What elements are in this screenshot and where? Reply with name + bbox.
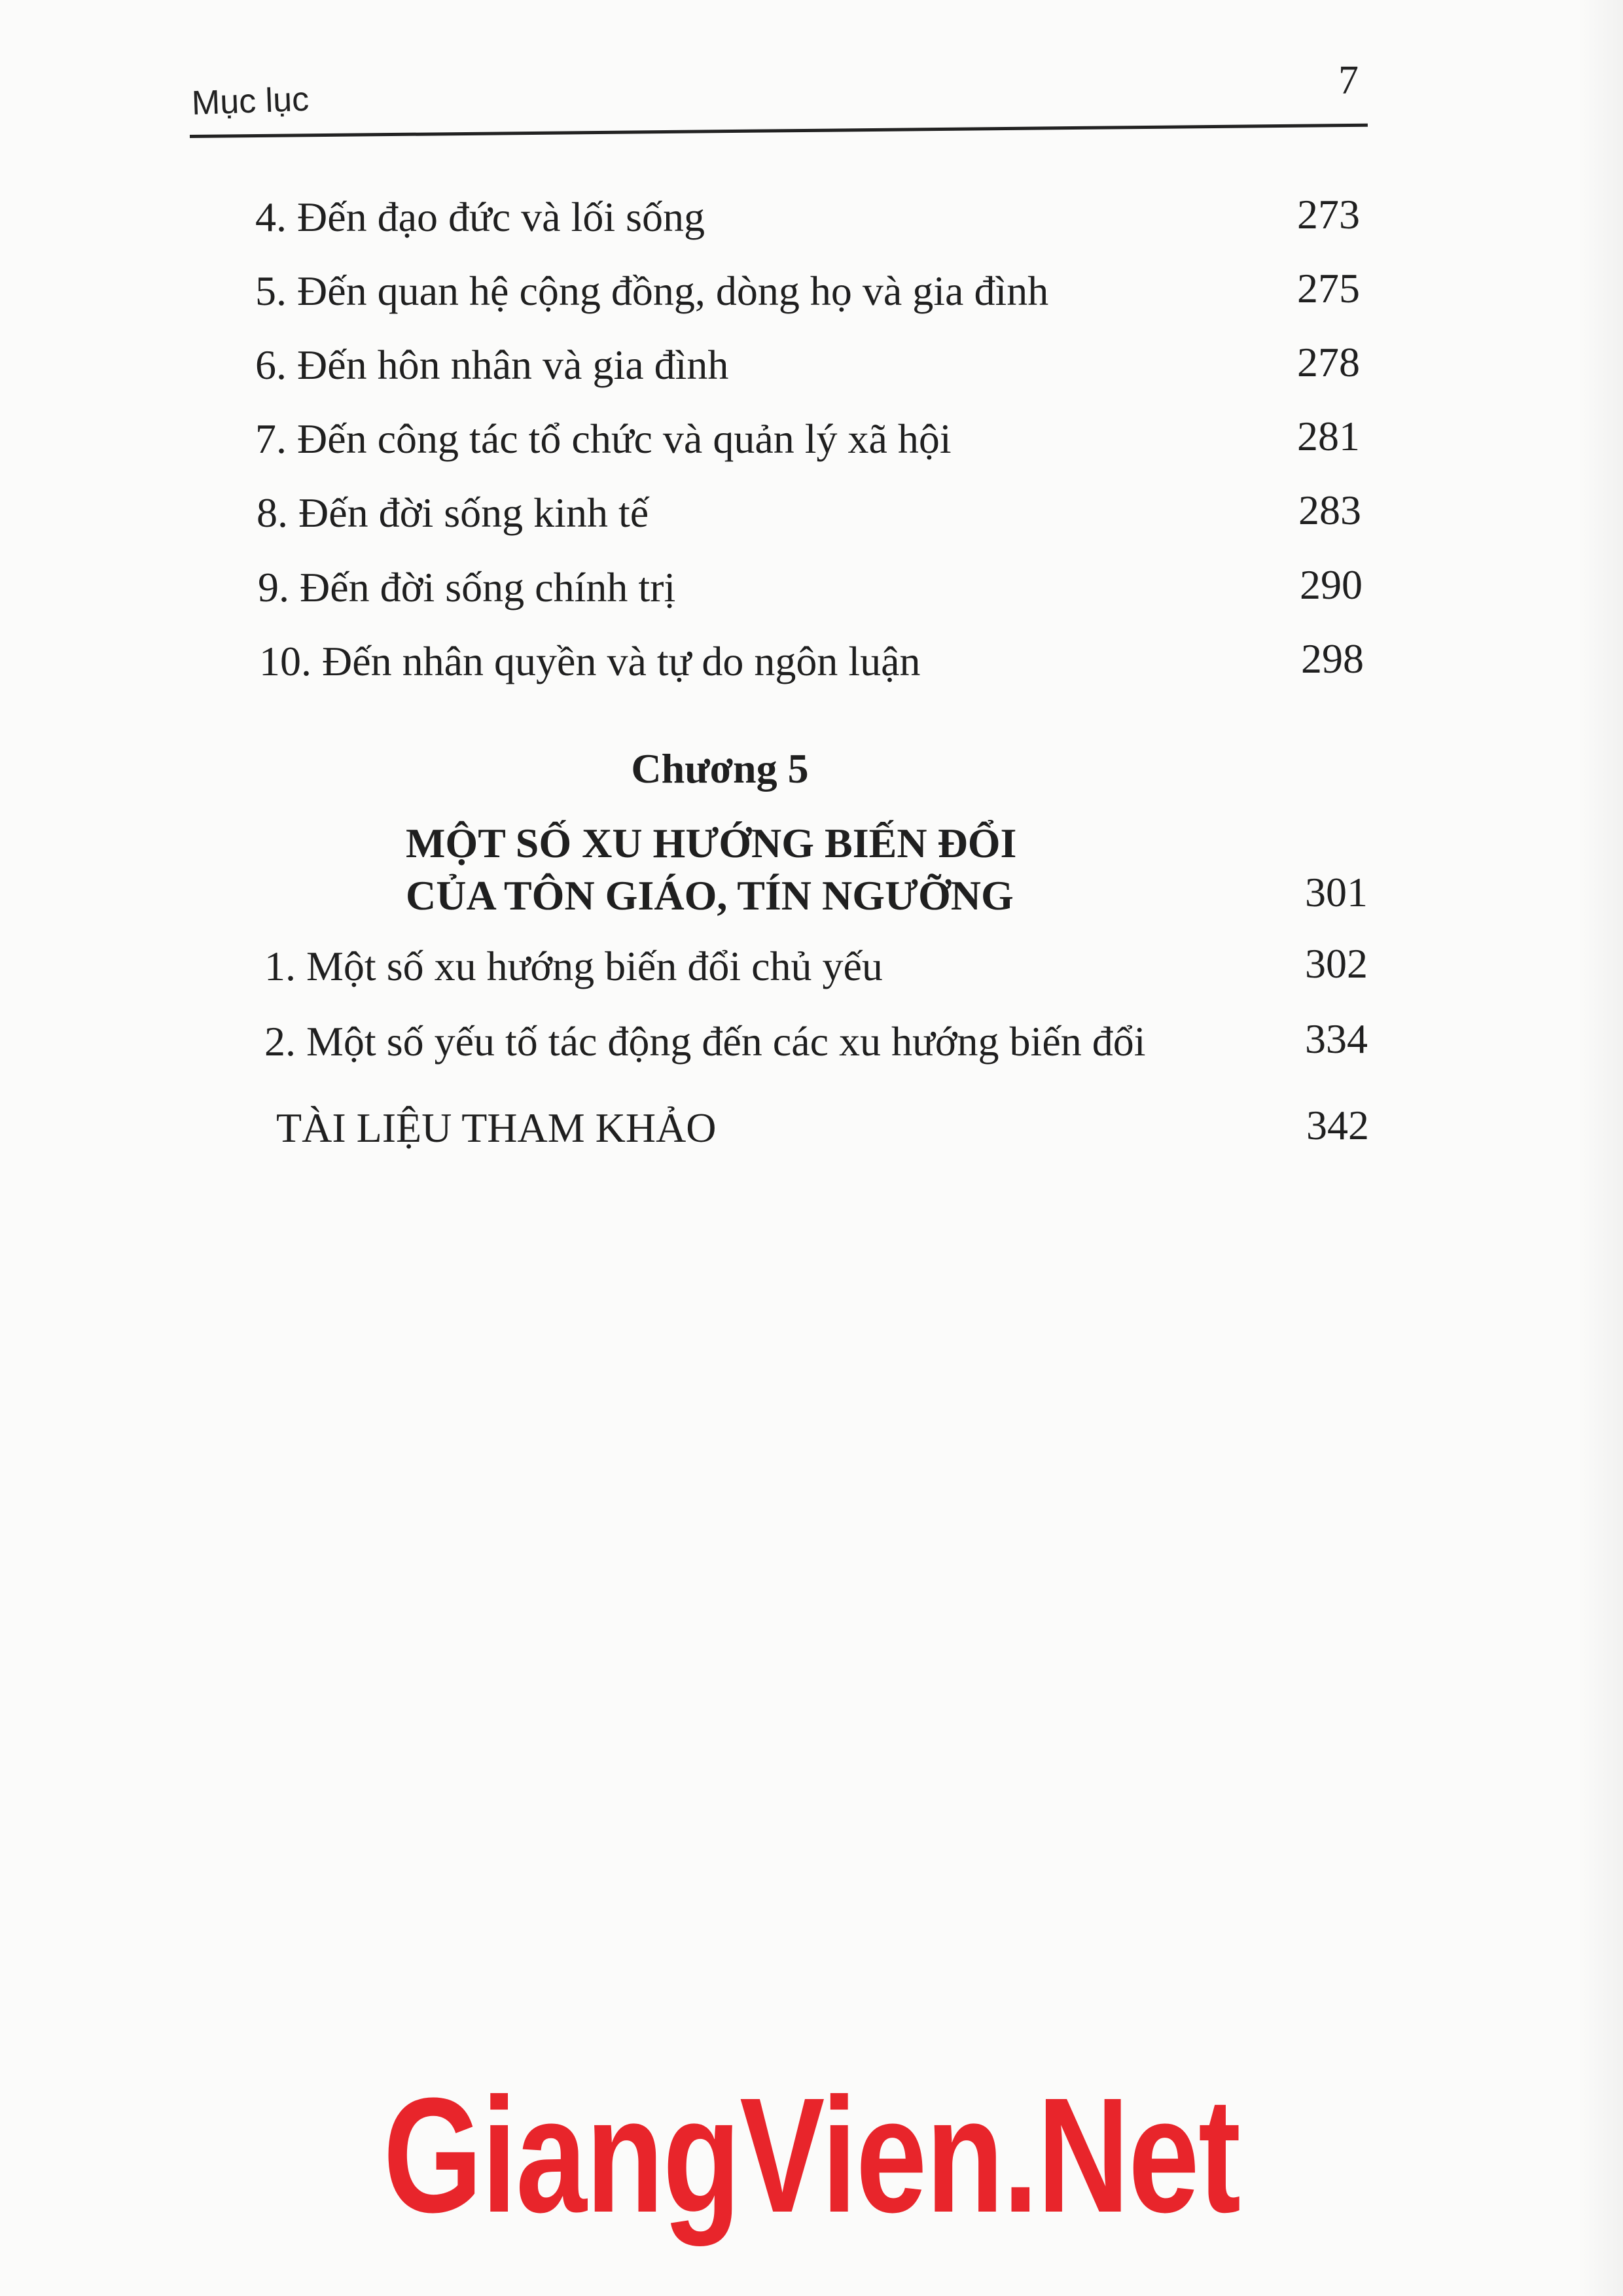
watermark-logo: GiangVien.Net xyxy=(383,2064,1240,2246)
toc-entry-label: 8. Đến đời sống kinh tế xyxy=(257,489,649,536)
toc-entry-page: 278 xyxy=(1297,339,1360,385)
toc-entry-page: 283 xyxy=(1298,487,1361,533)
header-rule xyxy=(190,124,1368,138)
toc-entry-label: 2. Một số yếu tố tác động đến các xu hướng biến đổi xyxy=(264,1018,1146,1065)
toc-entry-page: 298 xyxy=(1301,635,1364,682)
toc-entry-page: 273 xyxy=(1297,191,1360,238)
chapter-label: Chương 5 xyxy=(631,745,809,792)
toc-entry-page: 334 xyxy=(1305,1016,1368,1062)
toc-entry-label: 9. Đến đời sống chính trị xyxy=(258,564,676,610)
toc-entry-label: 5. Đến quan hệ cộng đồng, dòng họ và gia đình xyxy=(255,268,1049,314)
toc-entry-label: 4. Đến đạo đức và lối sống xyxy=(255,194,705,240)
chapter-title-line-1: MỘT SỐ XU HƯỚNG BIẾN ĐỔI xyxy=(406,820,1017,866)
toc-entry-label: 10. Đến nhân quyền và tự do ngôn luận xyxy=(259,638,921,684)
references-label: TÀI LIỆU THAM KHẢO xyxy=(276,1104,717,1151)
toc-entry-label: 6. Đến hôn nhân và gia đình xyxy=(255,342,729,388)
toc-entry-label: 1. Một số xu hướng biến đổi chủ yếu xyxy=(264,943,883,989)
toc-entry-label: 7. Đến công tác tổ chức và quản lý xã hội xyxy=(255,415,952,462)
toc-entry-page: 281 xyxy=(1297,413,1360,459)
chapter-page: 301 xyxy=(1305,869,1368,915)
toc-entry-page: 302 xyxy=(1305,940,1368,987)
toc-entry-page: 290 xyxy=(1300,561,1363,608)
page-edge-shadow xyxy=(1577,0,1623,2296)
running-header xyxy=(190,58,1368,143)
header-title: Mục lục xyxy=(190,80,310,123)
toc-entry-page: 275 xyxy=(1297,265,1360,311)
chapter-title-line-2: CỦA TÔN GIÁO, TÍN NGƯỠNG xyxy=(406,872,1014,919)
header-page-number: 7 xyxy=(1338,58,1359,103)
references-page: 342 xyxy=(1306,1102,1369,1148)
